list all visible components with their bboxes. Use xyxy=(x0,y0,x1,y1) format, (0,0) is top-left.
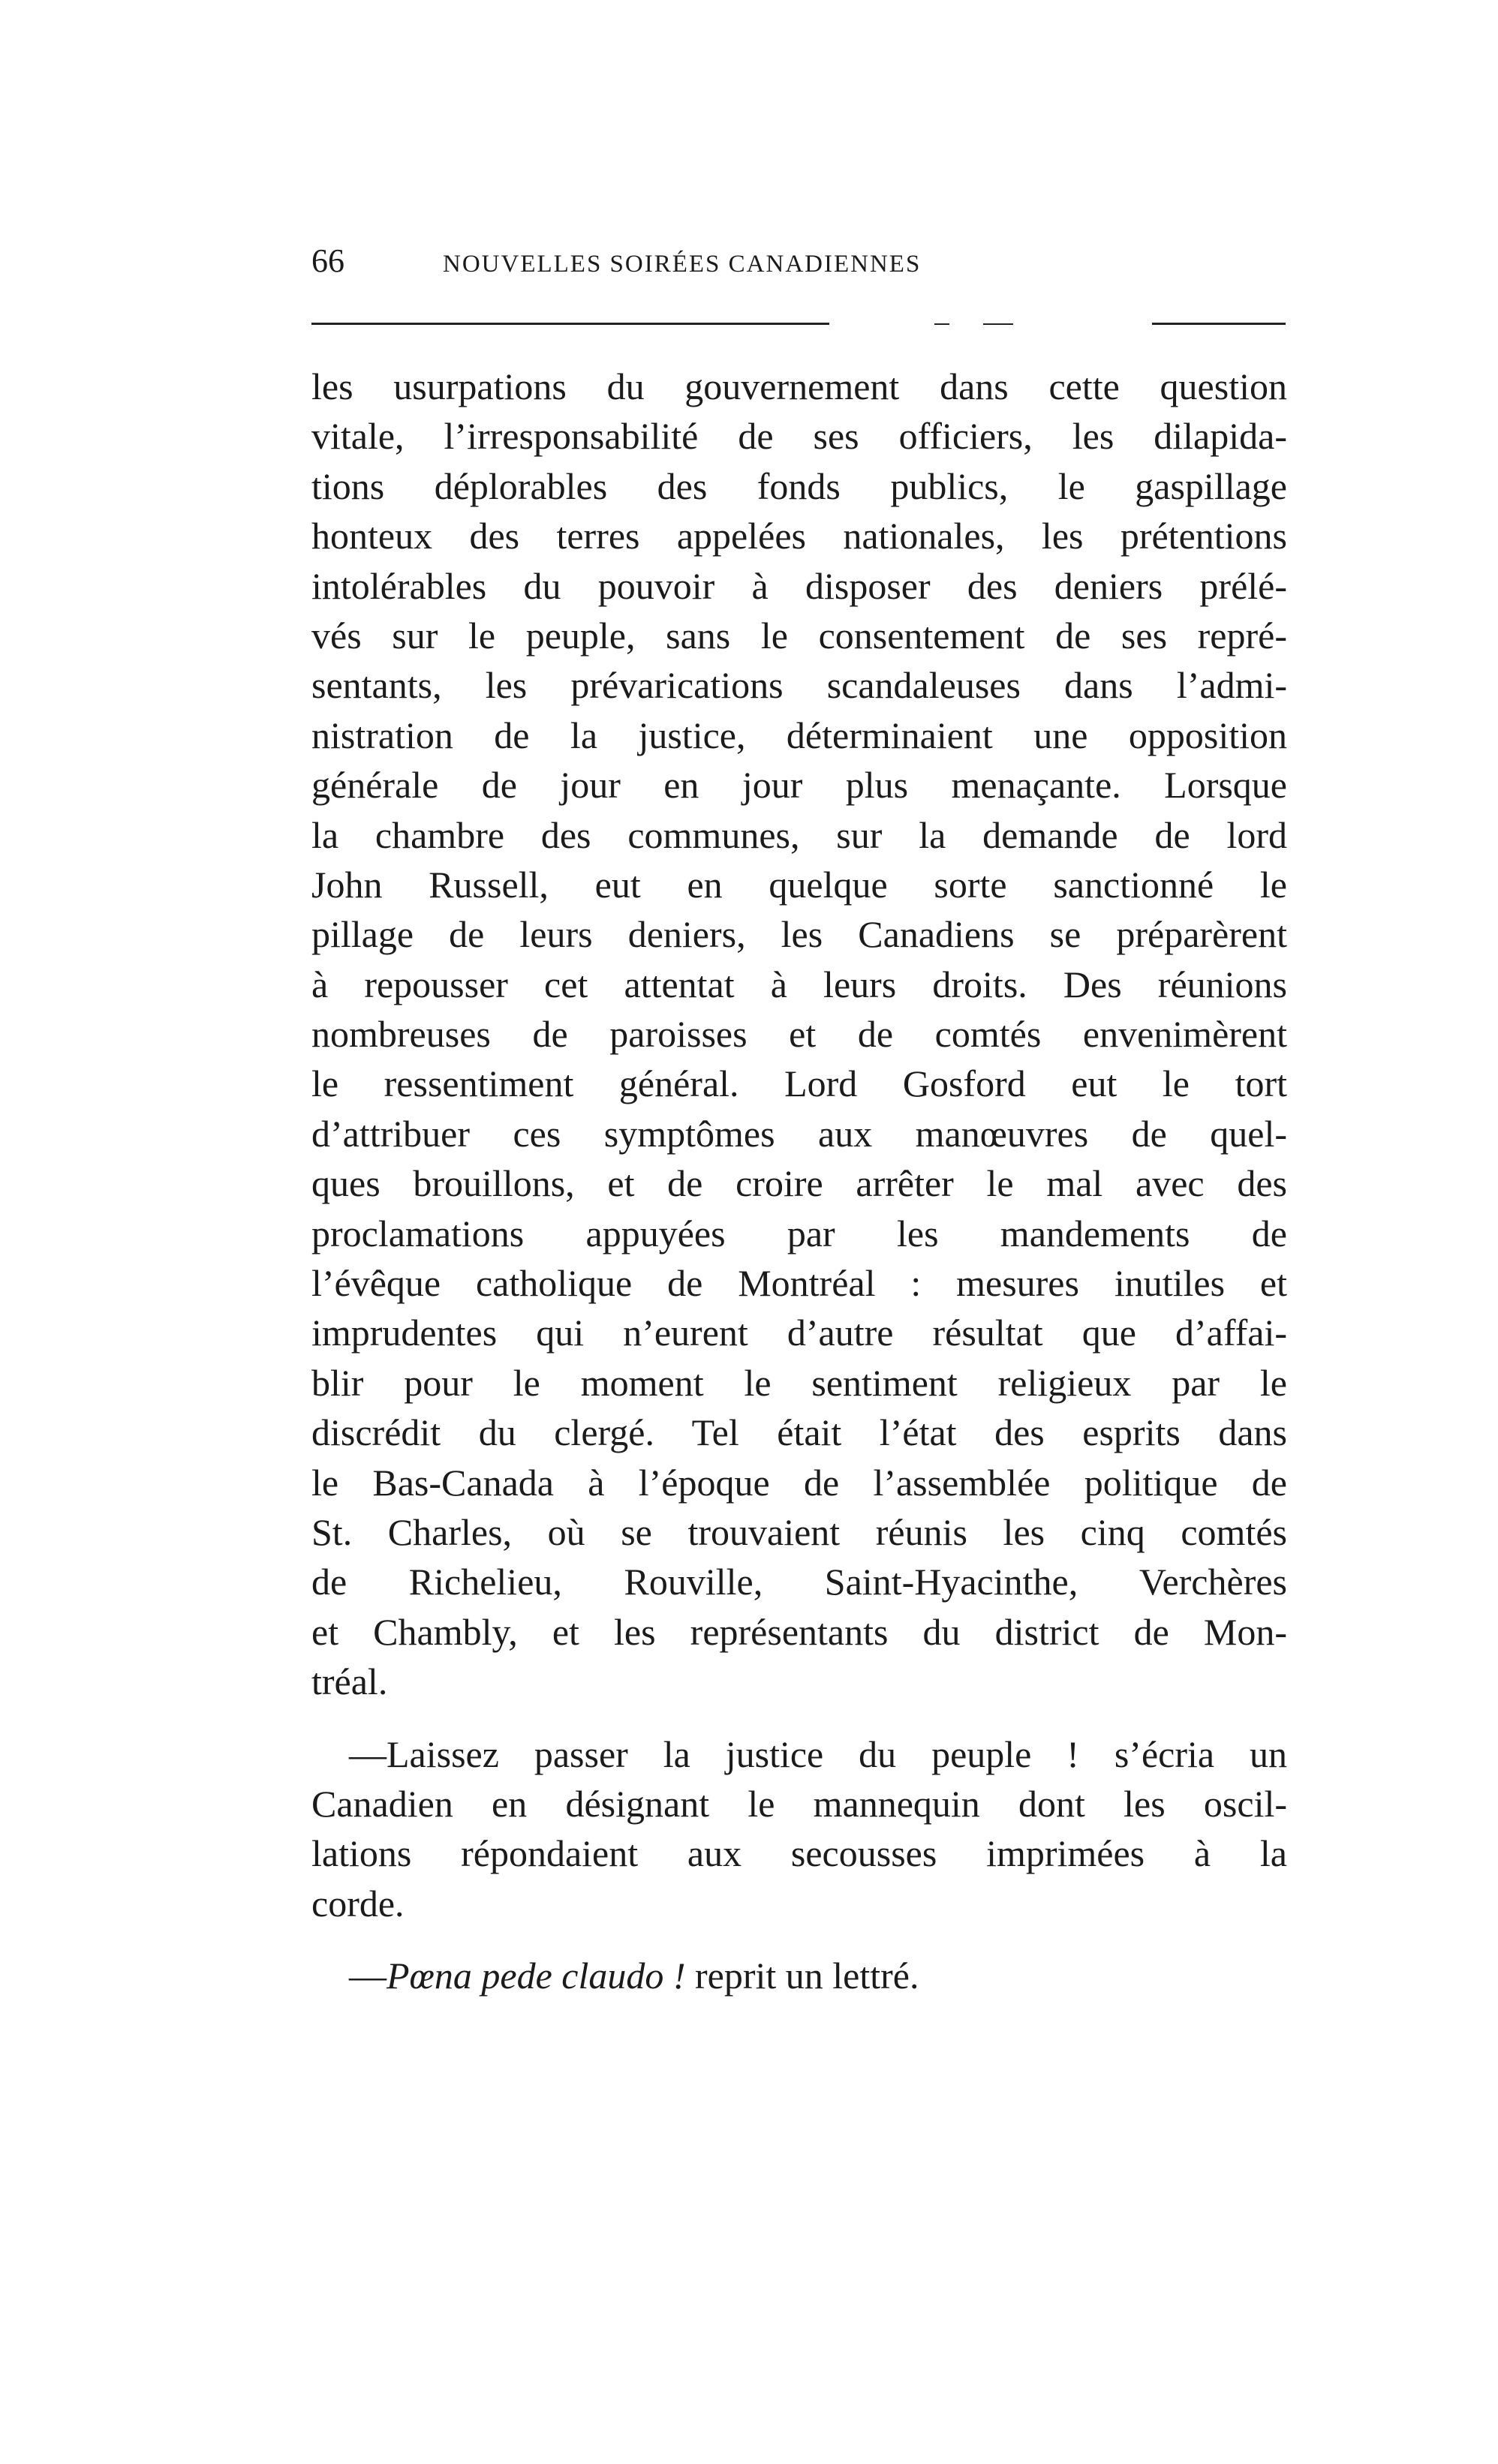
text-line: le Bas-Canada à l’époque de l’assemblée politique de xyxy=(311,1461,1287,1504)
text-line: l’évêque catholique de Montréal : mesures inutiles et xyxy=(311,1262,1287,1305)
text-line: vitale, l’irresponsabilité de ses officiers, les dilapida- xyxy=(311,415,1287,458)
page-header xyxy=(311,239,1287,284)
text-line: générale de jour en jour plus menaçante. Lorsque xyxy=(311,764,1287,807)
quote-attribution: reprit un lettré. xyxy=(685,1955,919,1997)
header-rule xyxy=(311,323,829,325)
dialogue-dash: — xyxy=(349,1955,387,1997)
text-line: imprudentes qui n’eurent d’autre résultat que d’affai- xyxy=(311,1312,1287,1354)
header-rule-fragment xyxy=(934,323,949,325)
text-line: et Chambly, et les représentants du district de Mon- xyxy=(311,1610,1287,1653)
text-line: le ressentiment général. Lord Gosford eut le tort xyxy=(311,1062,1287,1105)
text-line: vés sur le peuple, sans le consentement de ses repré- xyxy=(311,614,1287,657)
text-line: St. Charles, où se trouvaient réunis les cinq comtés xyxy=(311,1510,1287,1553)
text-line: tions déplorables des fonds publics, le gaspillage xyxy=(311,464,1287,507)
text-line: blir pour le moment le sentiment religieux par le xyxy=(311,1361,1287,1404)
text-line: à repousser cet attentat à leurs droits. Des réunions xyxy=(311,963,1287,1005)
latin-quote: Pœna pede claudo ! xyxy=(387,1955,686,1997)
text-line: pillage de leurs deniers, les Canadiens se préparèrent xyxy=(311,913,1287,956)
text-line: tréal. xyxy=(311,1660,388,1703)
page-number: 66 xyxy=(311,242,344,279)
text-line: proclamations appuyées par les mandements de xyxy=(311,1212,1287,1255)
text-line: sentants, les prévarications scandaleuses dans l’admi- xyxy=(311,664,1287,707)
text-line: Canadien en désignant le mannequin dont les oscil- xyxy=(311,1782,1287,1825)
paragraph-gap xyxy=(311,1707,1287,1729)
text-line: nistration de la justice, déterminaient une opposition xyxy=(311,714,1287,756)
paragraph-3 xyxy=(311,1951,1287,2000)
paragraph-2 xyxy=(311,1729,1287,1929)
text-line xyxy=(311,1951,1287,2000)
text-line: intolérables du pouvoir à disposer des deniers prélé- xyxy=(311,564,1287,607)
text-line: lations répondaient aux secousses imprimées à la xyxy=(311,1832,1287,1875)
text-line: les usurpations du gouvernement dans cette question xyxy=(311,365,1287,407)
header-rule-fragment xyxy=(983,323,1013,325)
text-line: de Richelieu, Rouville, Saint-Hyacinthe, Verchères xyxy=(311,1561,1287,1603)
text-line: honteux des terres appelées nationales, les prétentions xyxy=(311,515,1287,557)
paragraph-gap xyxy=(311,1928,1287,1951)
text-line: discrédit du clergé. Tel était l’état des esprits dans xyxy=(311,1411,1287,1454)
text-line: John Russell, eut en quelque sorte sanctionné le xyxy=(311,863,1287,906)
paragraph-1 xyxy=(311,362,1287,1707)
text-line: la chambre des communes, sur la demande de lord xyxy=(311,813,1287,856)
body-text xyxy=(311,362,1287,2001)
header-rule-end xyxy=(1152,323,1286,325)
text-line: d’attribuer ces symptômes aux manœuvres de quel- xyxy=(311,1112,1287,1155)
text-line: nombreuses de paroisses et de comtés envenimèrent xyxy=(311,1013,1287,1056)
running-title: NOUVELLES SOIRÉES CANADIENNES xyxy=(443,251,922,278)
text-line: ques brouillons, et de croire arrêter le mal avec des xyxy=(311,1162,1287,1205)
text-line: corde. xyxy=(311,1882,405,1925)
text-line: —Laissez passer la justice du peuple ! s’écria un xyxy=(349,1732,1287,1775)
